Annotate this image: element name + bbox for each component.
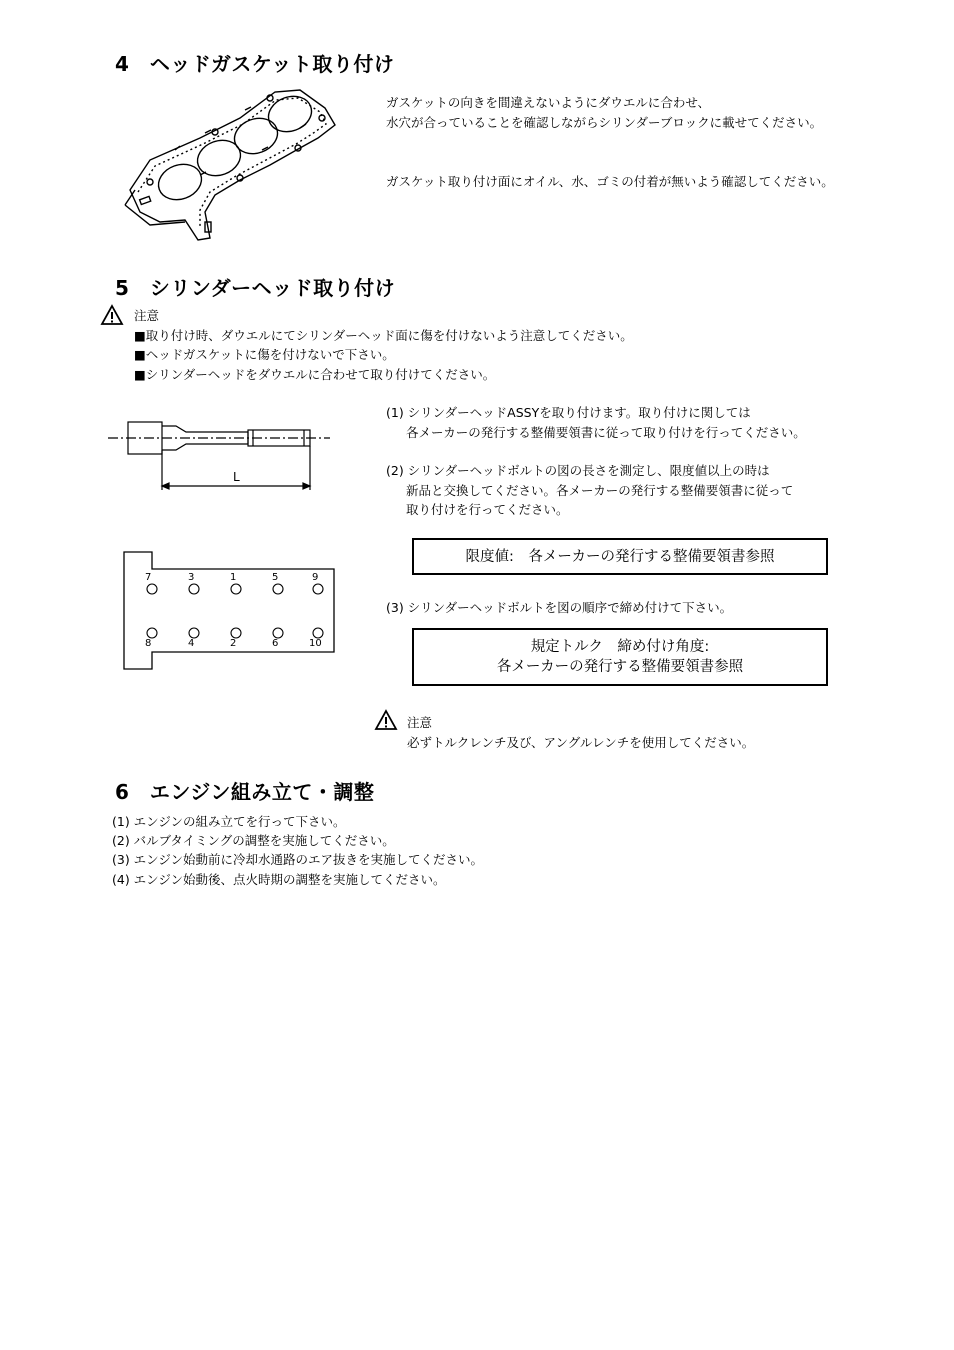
- section-6-item-1: (1) エンジンの組み立てを行って下さい。: [112, 814, 346, 829]
- warning-icon-2: [375, 710, 397, 730]
- section-5-title: 5 シリンダーヘッド取り付け: [115, 276, 396, 300]
- warning-icon: [101, 305, 123, 325]
- step-2-line-1: (2) シリンダーヘッドボルトの図の長さを測定し、限度値以上の時は: [386, 463, 770, 478]
- step-1-line-1: (1) シリンダーヘッドASSYを取り付けます。取り付けに関しては: [386, 405, 751, 420]
- limit-value-text: 限度値: 各メーカーの発行する整備要領書参照: [465, 548, 775, 565]
- bolt-order-5: 5: [272, 572, 279, 583]
- section-4-note: ガスケット取り付け面にオイル、水、ゴミの付着が無いよう確認してください。: [386, 174, 834, 189]
- section-6-title: 6 エンジン組み立て・調整: [115, 780, 375, 804]
- limit-value-box: [412, 538, 828, 575]
- bolt-order-7: 7: [145, 572, 152, 583]
- torque-line-1: 規定トルク 締め付け角度:: [530, 639, 710, 655]
- bolt-order-4: 4: [188, 638, 195, 649]
- bolt-order-10: 10: [309, 638, 322, 649]
- caution-item-3: ■シリンダーヘッドをダウエルに合わせて取り付けてください。: [134, 367, 496, 382]
- step-2-line-2: 新品と交換してください。各メーカーの発行する整備要領書に従って: [406, 483, 794, 498]
- section-6-item-4: (4) エンジン始動後、点火時期の調整を実施してください。: [112, 872, 446, 887]
- section-4-title: 4 ヘッドガスケット取り付け: [115, 52, 395, 76]
- torque-line-2: 各メーカーの発行する整備要領書参照: [496, 659, 744, 675]
- section-4-line-1: ガスケットの向きを間違えないようにダウエルに合わせ、: [386, 95, 711, 110]
- step-3-line: (3) シリンダーヘッドボルトを図の順序で締め付けて下さい。: [386, 600, 733, 615]
- bolt-length-label: L: [233, 470, 240, 484]
- bolt-order-2: 2: [230, 638, 237, 649]
- tightening-order-diagram: [122, 551, 342, 671]
- bolt-order-8: 8: [145, 638, 152, 649]
- section-4-line-2: 水穴が合っていることを確認しながらシリンダーブロックに載せてください。: [386, 115, 823, 130]
- section-6-item-2: (2) バルブタイミングの調整を実施してください。: [112, 833, 395, 848]
- caution-label: 注意: [134, 308, 160, 323]
- bolt-order-3: 3: [188, 572, 195, 583]
- section-6-item-3: (3) エンジン始動前に冷却水通路のエア抜きを実施してください。: [112, 852, 484, 867]
- bolt-order-6: 6: [272, 638, 279, 649]
- caution-2-label: 注意: [407, 715, 433, 730]
- caution-item-1: ■取り付け時、ダウエルにてシリンダーヘッド面に傷を付けないよう注意してください。: [134, 328, 633, 343]
- step-1-line-2: 各メーカーの発行する整備要領書に従って取り付けを行ってください。: [406, 425, 806, 440]
- torque-box: [412, 628, 828, 686]
- caution-2-text: 必ずトルクレンチ及び、アングルレンチを使用してください。: [407, 735, 755, 750]
- bolt-order-9: 9: [312, 572, 319, 583]
- step-2-line-3: 取り付けを行ってください。: [406, 502, 569, 517]
- head-bolt-diagram: [108, 408, 338, 498]
- caution-item-2: ■ヘッドガスケットに傷を付けないで下さい。: [134, 347, 395, 362]
- bolt-order-1: 1: [230, 572, 237, 583]
